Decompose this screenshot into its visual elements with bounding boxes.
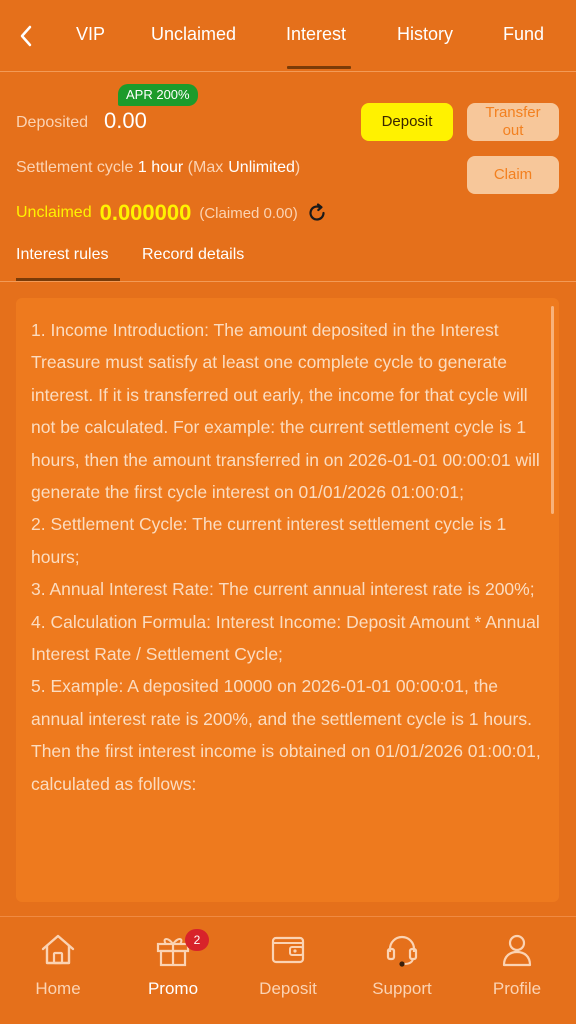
nav-deposit[interactable] [238, 929, 338, 1009]
tab-record-details[interactable]: Record details [142, 246, 245, 263]
tab-fund[interactable]: Fund [503, 24, 545, 44]
deposited-value: 0.00 [104, 108, 147, 133]
wallet-icon [267, 929, 309, 971]
refresh-icon[interactable] [306, 202, 328, 224]
user-icon [496, 929, 538, 971]
cycle-label: Settlement cycle [16, 159, 134, 176]
deposited-label: Deposited [16, 114, 89, 131]
rule-item: 1. Income Introduction: The amount deposited in the Interest Treasure must satisfy at least one complete cycle to generate interest. If it is transferred out early, the income for that cycle will not be calculated. For example: the current settlement cycle is 1 hours, then the amount transferred in on 2026-01-01 00:00:01 will generate the first cycle interest on 01/01/2026 01:00:01; [31, 320, 540, 503]
rules-panel[interactable] [16, 298, 559, 902]
chevron-left-icon [19, 25, 33, 47]
nav-promo-label: Promo [147, 979, 199, 998]
nav-home[interactable] [8, 929, 108, 1009]
rule-item: 4. Calculation Formula: Interest Income: Deposit Amount * Annual Interest Rate / Settlement Cycle; [31, 611, 540, 665]
back-button[interactable] [14, 22, 38, 50]
home-icon [37, 929, 79, 971]
tab-vip[interactable]: VIP [76, 24, 106, 44]
cycle-max-value: Unlimited [228, 159, 295, 176]
nav-profile-label: Profile [492, 979, 542, 998]
cycle-max-prefix: (Max [187, 159, 224, 176]
tab-unclaimed[interactable]: Unclaimed [151, 24, 237, 44]
claimed-amount: (Claimed 0.00) [199, 204, 298, 222]
scrollbar[interactable] [551, 306, 554, 514]
sub-tab-bar [0, 236, 576, 282]
rules-text [31, 314, 547, 800]
nav-promo[interactable] [123, 929, 223, 1009]
active-subtab-indicator [16, 278, 120, 281]
unclaimed-label: Unclaimed [16, 204, 92, 221]
nav-home-label: Home [35, 979, 81, 998]
nav-support-label: Support [372, 979, 432, 998]
bottom-navigation [0, 916, 576, 1024]
tab-interest[interactable]: Interest [286, 24, 347, 44]
tab-interest-rules[interactable]: Interest rules [16, 246, 109, 263]
nav-support[interactable] [352, 929, 452, 1009]
rule-item: 5. Example: A deposited 10000 on 2026-01-01 00:00:01, the annual interest rate is 200%, and the settlement cycle is 1 hours. Then the first interest income is obtained on 01/01/2026 01:00:01, calculated as follows: [31, 676, 541, 794]
top-tab-bar [0, 0, 576, 72]
transfer-out-button[interactable]: Transfer out [467, 103, 559, 141]
unclaimed-amount: 0.000000 [99, 200, 192, 225]
cycle-value: 1 hour [137, 159, 184, 176]
promo-badge: 2 [185, 929, 209, 951]
apr-badge: APR 200% [118, 84, 198, 106]
unclaimed-row [16, 200, 328, 226]
nav-profile[interactable] [467, 929, 567, 1009]
rule-item: 3. Annual Interest Rate: The current annual interest rate is 200%; [31, 579, 535, 600]
nav-deposit-label: Deposit [259, 979, 317, 998]
cycle-max-suffix: ) [294, 159, 301, 176]
active-tab-indicator [287, 66, 351, 69]
headset-icon [381, 929, 423, 971]
tab-history[interactable]: History [397, 24, 454, 44]
rule-item: 2. Settlement Cycle: The current interest settlement cycle is 1 hours; [31, 514, 507, 567]
claim-button[interactable]: Claim [467, 156, 559, 194]
settlement-cycle-row [16, 159, 300, 177]
deposit-button[interactable]: Deposit [361, 103, 453, 141]
